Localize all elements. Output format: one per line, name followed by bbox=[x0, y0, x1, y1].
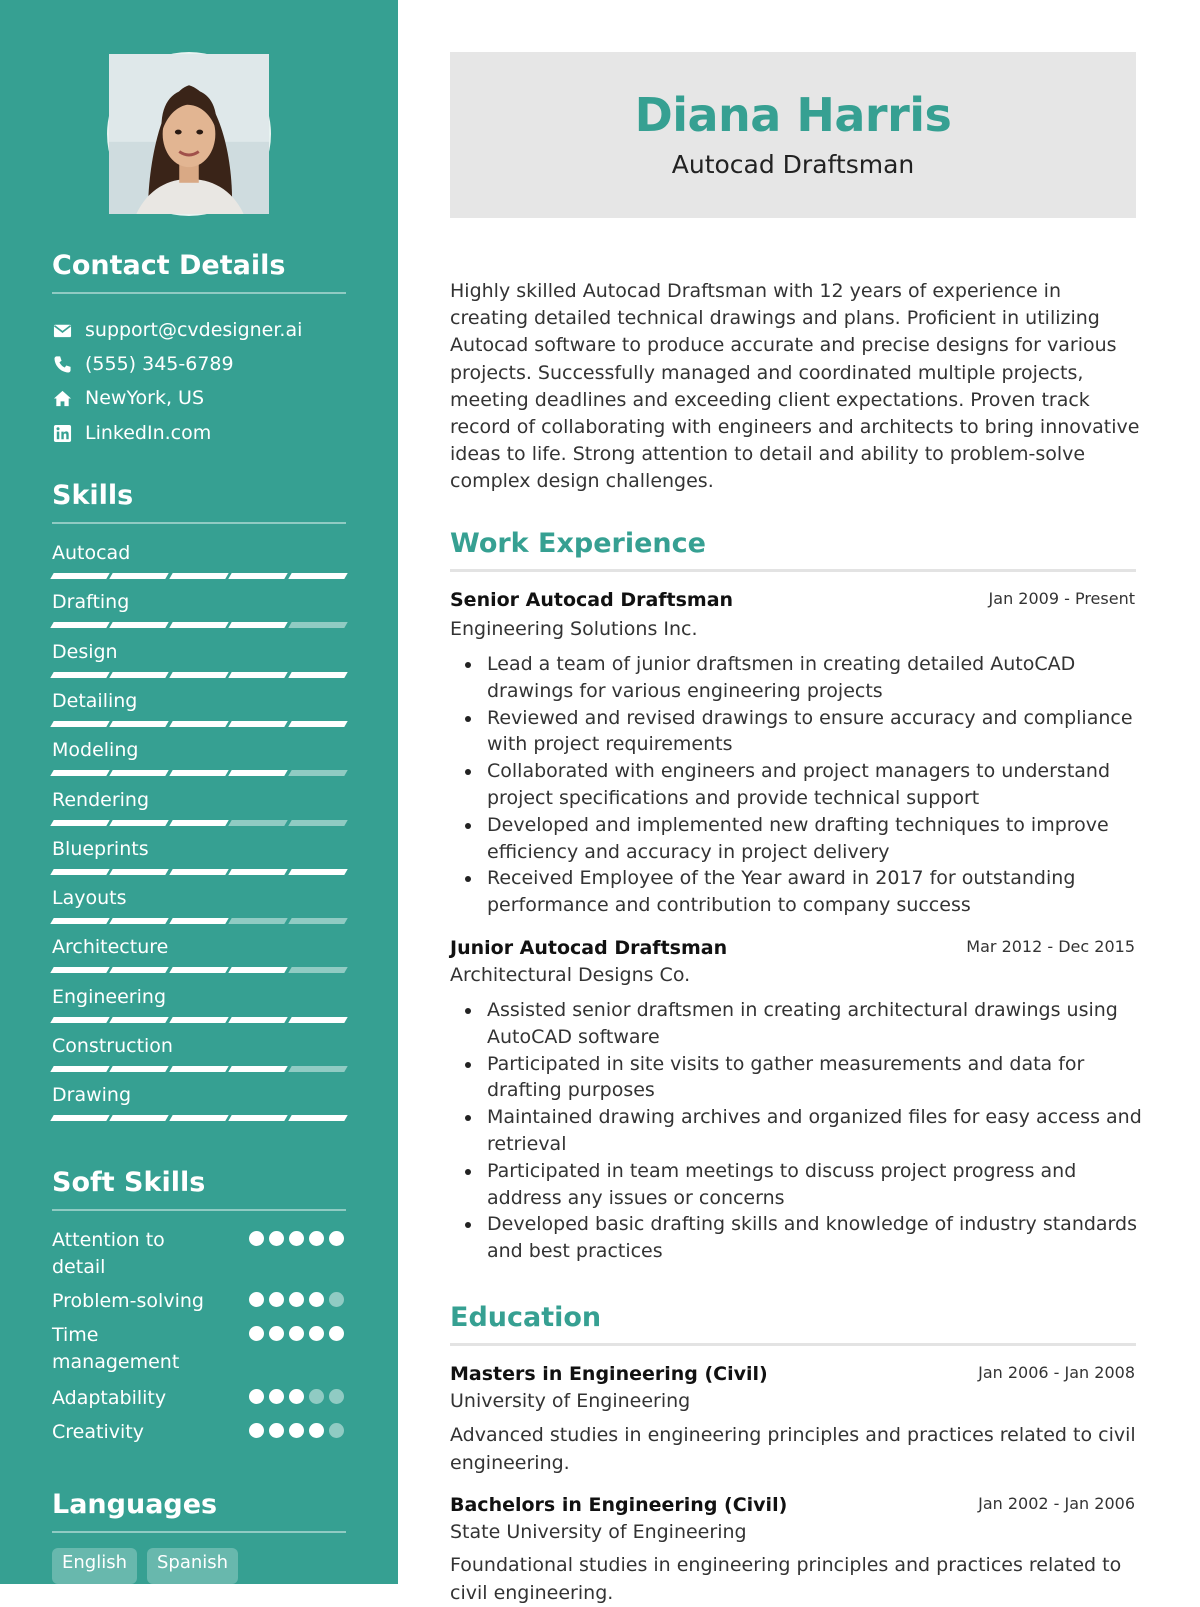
skill-row bbox=[52, 935, 346, 959]
list-item: Developed and implemented new drafting techniques to improve efficiency and accuracy in project delivery bbox=[487, 812, 1142, 866]
soft-skill-name: Problem-solving bbox=[52, 1290, 204, 1312]
skill-level-segment bbox=[110, 573, 170, 579]
skill-level-segment bbox=[169, 918, 229, 924]
profile-summary: Highly skilled Autocad Draftsman with 12 years of experience in creating detailed technical drawings and plans. Proficient in utilizing Autocad software to produce accurate and precise designs for various projects. Successfully managed and coordinated multiple projects, meeting deadlines and exceeding client expectations. Proven track record of collaborating with engineers and architects to bring innovative ideas to life. Strong attention to detail and ability to problem-solve complex design challenges. bbox=[450, 280, 1140, 493]
skill-level-segment bbox=[50, 672, 110, 678]
soft-skill-rating bbox=[249, 1326, 344, 1341]
skill-level-segment bbox=[288, 869, 348, 875]
skill-level-segment bbox=[228, 770, 288, 776]
phone-text: (555) 345-6789 bbox=[85, 353, 234, 375]
skill-level-segment bbox=[169, 1115, 229, 1121]
skill-row bbox=[52, 1083, 346, 1107]
skill-level-segment bbox=[169, 573, 229, 579]
contact-email[interactable] bbox=[52, 317, 302, 343]
soft-skill-rating bbox=[249, 1389, 344, 1404]
skill-level-segment bbox=[50, 869, 110, 875]
skill-name: Design bbox=[52, 640, 118, 663]
list-item: Developed basic drafting skills and knowledge of industry standards and best practices bbox=[487, 1211, 1142, 1265]
skill-level-segment bbox=[169, 1017, 229, 1023]
skill-level-segment bbox=[110, 918, 170, 924]
skill-level-bar bbox=[52, 1066, 346, 1072]
skill-level-segment bbox=[288, 1017, 348, 1023]
languages-divider bbox=[52, 1531, 346, 1533]
skill-level-segment bbox=[288, 1115, 348, 1121]
skill-level-segment bbox=[169, 869, 229, 875]
skill-row bbox=[52, 886, 346, 910]
skill-level-segment bbox=[228, 1017, 288, 1023]
rating-dot bbox=[329, 1292, 344, 1307]
contact-linkedin[interactable] bbox=[52, 420, 211, 446]
skill-level-segment bbox=[288, 918, 348, 924]
skill-level-bar bbox=[52, 1017, 346, 1023]
linkedin-text: LinkedIn.com bbox=[85, 422, 212, 444]
skill-name: Blueprints bbox=[52, 837, 149, 860]
skill-level-segment bbox=[288, 967, 348, 973]
job-title: Junior Autocad Draftsman bbox=[450, 937, 728, 959]
skill-level-segment bbox=[228, 967, 288, 973]
skill-row bbox=[52, 590, 346, 614]
skill-row bbox=[52, 837, 346, 861]
skill-level-bar bbox=[52, 672, 346, 678]
skill-name: Construction bbox=[52, 1035, 173, 1057]
languages-title: Languages bbox=[52, 1489, 218, 1520]
rating-dot bbox=[329, 1389, 344, 1404]
job-date: Jan 2009 - Present bbox=[988, 589, 1135, 608]
skill-name: Drawing bbox=[52, 1084, 132, 1107]
skill-level-segment bbox=[228, 1115, 288, 1121]
rating-dot bbox=[289, 1389, 304, 1404]
skill-level-segment bbox=[288, 573, 348, 579]
skill-level-segment bbox=[169, 672, 229, 678]
skill-level-segment bbox=[228, 721, 288, 727]
soft-skill-row bbox=[52, 1322, 346, 1376]
soft-skill-name: Time management bbox=[52, 1324, 180, 1373]
rating-dot bbox=[269, 1292, 284, 1307]
skill-level-segment bbox=[50, 770, 110, 776]
rating-dot bbox=[249, 1292, 264, 1307]
rating-dot bbox=[329, 1231, 344, 1246]
rating-dot bbox=[289, 1292, 304, 1307]
profile-photo bbox=[107, 52, 271, 216]
skill-level-bar bbox=[52, 820, 346, 826]
degree-date: Jan 2006 - Jan 2008 bbox=[978, 1363, 1135, 1382]
list-item: Lead a team of junior draftsmen in creating detailed AutoCAD drawings for various engineering projects bbox=[487, 651, 1142, 705]
skill-level-segment bbox=[169, 820, 229, 826]
skill-level-segment bbox=[110, 672, 170, 678]
job-bullets bbox=[487, 651, 1142, 919]
soft-skill-rating bbox=[249, 1423, 344, 1438]
list-item: Collaborated with engineers and project managers to understand project specifications and provide technical support bbox=[487, 758, 1142, 812]
soft-skills-divider bbox=[52, 1209, 346, 1211]
degree-description: Foundational studies in engineering principles and practices related to civil engineering. bbox=[450, 1554, 1122, 1604]
skill-row bbox=[52, 1034, 346, 1058]
skill-level-bar bbox=[52, 721, 346, 727]
skill-level-segment bbox=[110, 622, 170, 628]
rating-dot bbox=[289, 1326, 304, 1341]
degree-title: Masters in Engineering (Civil) bbox=[450, 1363, 768, 1385]
skill-level-segment bbox=[169, 622, 229, 628]
list-item: Maintained drawing archives and organized files for easy access and retrieval bbox=[487, 1104, 1142, 1158]
home-icon bbox=[52, 388, 72, 408]
skill-level-segment bbox=[110, 1066, 170, 1072]
skill-level-segment bbox=[50, 573, 110, 579]
list-item: Participated in site visits to gather measurements and data for drafting purposes bbox=[487, 1051, 1142, 1105]
skill-level-segment bbox=[228, 918, 288, 924]
skill-level-segment bbox=[110, 820, 170, 826]
skill-level-segment bbox=[228, 869, 288, 875]
degree-date: Jan 2002 - Jan 2006 bbox=[978, 1494, 1135, 1513]
skill-name: Engineering bbox=[52, 985, 166, 1008]
skill-level-segment bbox=[288, 770, 348, 776]
skill-level-bar bbox=[52, 967, 346, 973]
skill-level-segment bbox=[228, 1066, 288, 1072]
name-header bbox=[450, 52, 1136, 218]
skill-level-segment bbox=[50, 622, 110, 628]
rating-dot bbox=[329, 1326, 344, 1341]
rating-dot bbox=[269, 1231, 284, 1246]
skill-level-segment bbox=[169, 721, 229, 727]
rating-dot bbox=[269, 1389, 284, 1404]
skill-level-segment bbox=[50, 721, 110, 727]
skill-name: Autocad bbox=[52, 542, 131, 564]
job-company: Architectural Designs Co. bbox=[450, 964, 691, 986]
degree-description: Advanced studies in engineering principles and practices related to civil engineering. bbox=[450, 1424, 1136, 1474]
rating-dot bbox=[249, 1423, 264, 1438]
rating-dot bbox=[249, 1231, 264, 1246]
language-pill-english: English bbox=[52, 1548, 137, 1584]
rating-dot bbox=[309, 1423, 324, 1438]
rating-dot bbox=[249, 1326, 264, 1341]
soft-skill-rating bbox=[249, 1231, 344, 1246]
skill-level-segment bbox=[288, 1066, 348, 1072]
skill-level-bar bbox=[52, 918, 346, 924]
sidebar bbox=[0, 0, 398, 1584]
skill-level-bar bbox=[52, 1115, 346, 1121]
work-experience-divider bbox=[450, 569, 1136, 572]
soft-skill-row bbox=[52, 1288, 346, 1315]
rating-dot bbox=[249, 1389, 264, 1404]
work-experience-title: Work Experience bbox=[450, 528, 706, 559]
candidate-name: Diana Harris bbox=[634, 88, 952, 142]
skill-row bbox=[52, 689, 346, 713]
job-bullets bbox=[487, 997, 1142, 1265]
skills-title: Skills bbox=[52, 480, 134, 511]
contact-location bbox=[52, 385, 204, 411]
contact-divider bbox=[52, 292, 346, 294]
skill-level-segment bbox=[50, 820, 110, 826]
skill-level-segment bbox=[50, 1115, 110, 1121]
skill-level-bar bbox=[52, 622, 346, 628]
rating-dot bbox=[329, 1423, 344, 1438]
email-text: support@cvdesigner.ai bbox=[85, 319, 303, 341]
skill-level-bar bbox=[52, 573, 346, 579]
skill-level-segment bbox=[110, 967, 170, 973]
rating-dot bbox=[309, 1326, 324, 1341]
portrait-image bbox=[109, 54, 269, 214]
skill-level-segment bbox=[169, 1066, 229, 1072]
skill-level-segment bbox=[50, 967, 110, 973]
skill-level-segment bbox=[110, 869, 170, 875]
skills-divider bbox=[52, 522, 346, 524]
rating-dot bbox=[309, 1292, 324, 1307]
skill-level-segment bbox=[110, 1115, 170, 1121]
envelope-icon bbox=[52, 320, 72, 340]
education-title: Education bbox=[450, 1302, 602, 1333]
skill-level-segment bbox=[169, 770, 229, 776]
soft-skill-rating bbox=[249, 1292, 344, 1307]
list-item: Participated in team meetings to discuss project progress and address any issues or concerns bbox=[487, 1158, 1142, 1212]
rating-dot bbox=[269, 1326, 284, 1341]
skill-level-segment bbox=[228, 573, 288, 579]
skill-row bbox=[52, 738, 346, 762]
rating-dot bbox=[269, 1423, 284, 1438]
job-company: Engineering Solutions Inc. bbox=[450, 618, 698, 640]
school-name: University of Engineering bbox=[450, 1390, 691, 1412]
soft-skill-name: Creativity bbox=[52, 1421, 144, 1443]
rating-dot bbox=[289, 1423, 304, 1438]
job-date: Mar 2012 - Dec 2015 bbox=[966, 937, 1135, 956]
soft-skills-title: Soft Skills bbox=[52, 1167, 206, 1198]
skill-row bbox=[52, 640, 346, 664]
skill-row bbox=[52, 541, 346, 565]
contact-details-title: Contact Details bbox=[52, 250, 286, 281]
skill-name: Rendering bbox=[52, 788, 150, 811]
skill-level-bar bbox=[52, 869, 346, 875]
skill-level-segment bbox=[288, 820, 348, 826]
skill-level-segment bbox=[228, 672, 288, 678]
skill-name: Layouts bbox=[52, 887, 127, 910]
skill-row bbox=[52, 985, 346, 1009]
language-pill-spanish: Spanish bbox=[147, 1548, 238, 1584]
skill-level-segment bbox=[50, 918, 110, 924]
rating-dot bbox=[309, 1231, 324, 1246]
skill-level-segment bbox=[50, 1066, 110, 1072]
skill-name: Architecture bbox=[52, 936, 169, 959]
degree-title: Bachelors in Engineering (Civil) bbox=[450, 1494, 788, 1516]
skill-row bbox=[52, 788, 346, 812]
rating-dot bbox=[289, 1231, 304, 1246]
soft-skill-row bbox=[52, 1419, 346, 1446]
skill-level-segment bbox=[228, 820, 288, 826]
skill-name: Detailing bbox=[52, 689, 138, 712]
phone-icon bbox=[52, 354, 72, 374]
skill-level-segment bbox=[110, 1017, 170, 1023]
skill-level-segment bbox=[110, 721, 170, 727]
skill-level-segment bbox=[228, 622, 288, 628]
rating-dot bbox=[309, 1389, 324, 1404]
list-item: Reviewed and revised drawings to ensure accuracy and compliance with project requirements bbox=[487, 705, 1142, 759]
skill-level-segment bbox=[169, 967, 229, 973]
skill-level-segment bbox=[50, 1017, 110, 1023]
location-text: NewYork, US bbox=[85, 387, 205, 409]
education-divider bbox=[450, 1343, 1136, 1346]
job-title: Senior Autocad Draftsman bbox=[450, 589, 734, 611]
skill-name: Drafting bbox=[52, 591, 130, 614]
soft-skill-row bbox=[52, 1227, 346, 1281]
soft-skill-name: Adaptability bbox=[52, 1387, 167, 1409]
skill-level-segment bbox=[288, 721, 348, 727]
skill-level-segment bbox=[288, 622, 348, 628]
list-item: Received Employee of the Year award in 2017 for outstanding performance and contribution to company success bbox=[487, 865, 1142, 919]
soft-skill-row bbox=[52, 1385, 346, 1412]
linkedin-icon bbox=[52, 423, 72, 443]
skill-level-segment bbox=[288, 672, 348, 678]
contact-phone[interactable] bbox=[52, 351, 234, 377]
skill-name: Modeling bbox=[52, 739, 139, 762]
list-item: Assisted senior draftsmen in creating architectural drawings using AutoCAD software bbox=[487, 997, 1142, 1051]
soft-skill-name: Attention to detail bbox=[52, 1229, 165, 1278]
candidate-role: Autocad Draftsman bbox=[671, 150, 915, 179]
school-name: State University of Engineering bbox=[450, 1521, 747, 1543]
skill-level-bar bbox=[52, 770, 346, 776]
skill-level-segment bbox=[110, 770, 170, 776]
